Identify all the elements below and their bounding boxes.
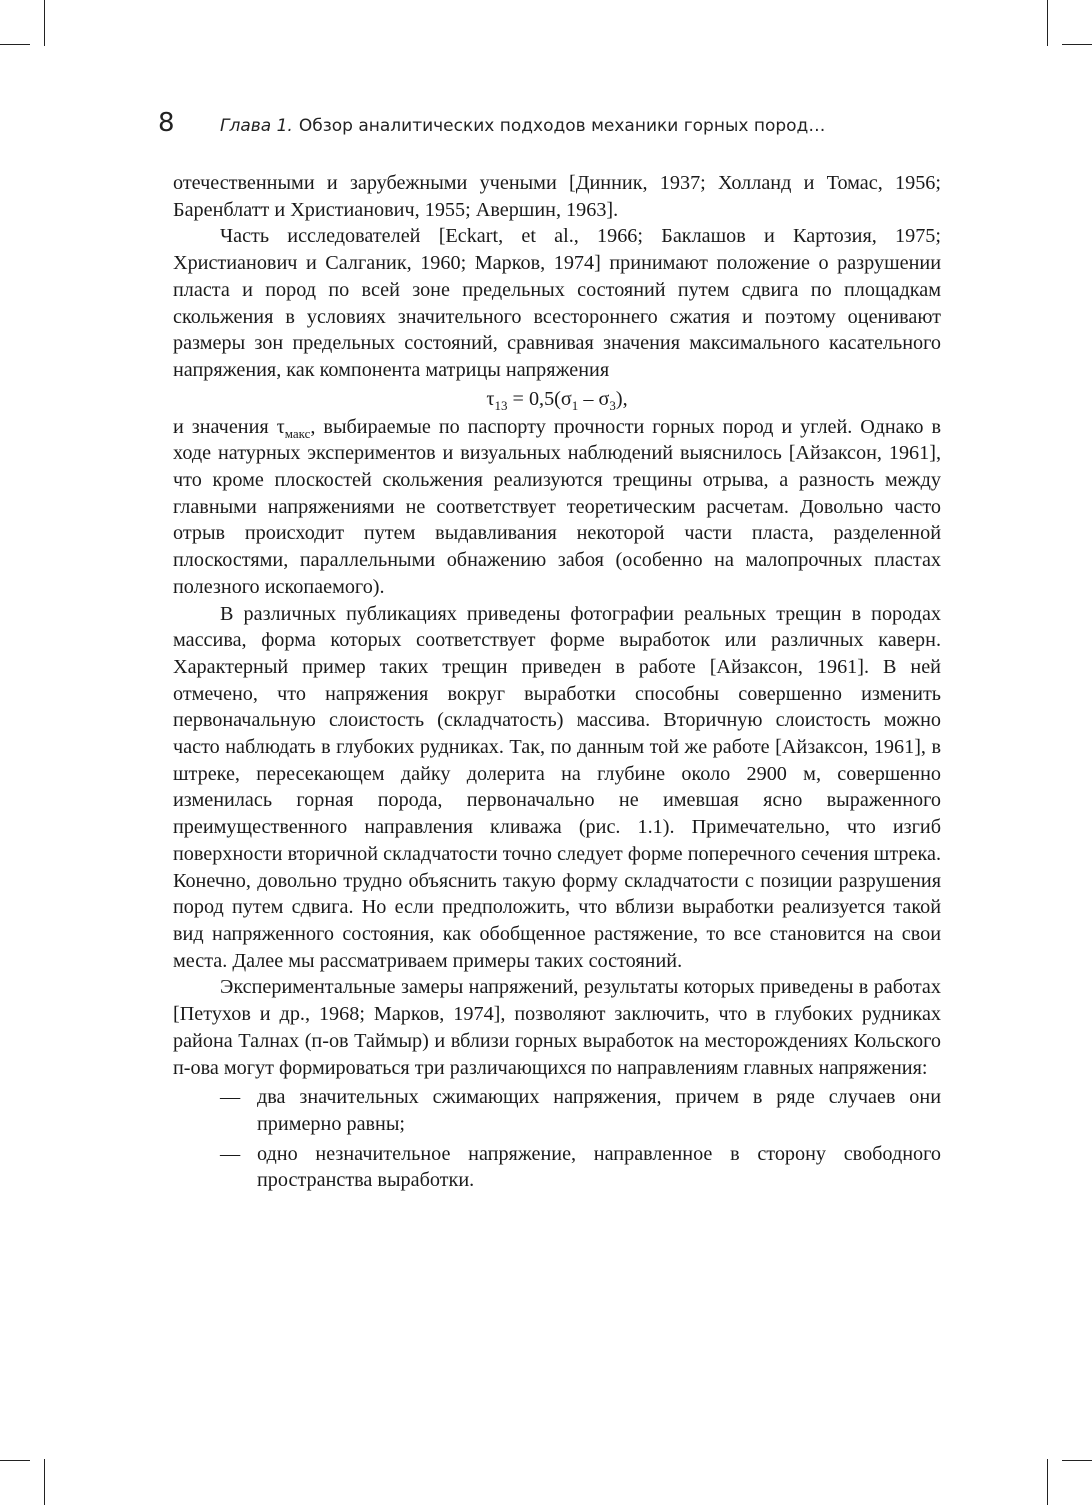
paragraph-measurements: Экспериментальные замеры напряжений, результаты которых приведены в работах [Петухов и др., 1968; Марков, 1974], позволяют заключить, что в глубоких рудниках района Талнах (п-ов Таймыр) и вблизи горных выработок на месторождениях Кольского п-ова могут формироваться три различающихся по направлениям главных напряжения: <box>173 976 941 1079</box>
crop-mark-top-right-horizontal <box>1062 44 1092 45</box>
crop-mark-bottom-left-horizontal <box>0 1460 30 1461</box>
list-item: — одно незначительное напряжение, направленное в сторону свободного пространства выработки. <box>220 1142 941 1192</box>
stress-list <box>173 1084 941 1194</box>
chapter-label: Глава 1. <box>220 116 293 136</box>
crop-mark-top-right-vertical <box>1047 0 1048 46</box>
paragraph-continuation: отечественными и зарубежными учеными [Динник, 1937; Холланд и Томас, 1956; Баренблатт и Христианович, 1955; Авершин, 1963]. <box>173 172 941 221</box>
page-number: 8 <box>158 108 175 138</box>
list-item: — два значительных сжимающих напряжения, причем в ряде случаев они примерно равны; <box>220 1086 941 1135</box>
crop-mark-top-left-horizontal <box>0 44 30 45</box>
page-body <box>173 170 941 1194</box>
paragraph-tau-max: и значения $\tau_{макс}$, выбираемые по паспорту прочности горных пород и углей. Однако в ходе натурных экспериментов и визуальных наблюдений выяснилось [Айзаксон, 1961], что кроме плоскостей скольжения реализуются трещины отрыва, а разность между главными напряжениями не соответствует теоретическим расчетам. Довольно часто отрыв происходит путем выдавливания некоторой части пласта, разделенной плоскостями, параллельными обнажению забоя (особенно на малопрочных пластах полезного ископаемого). <box>173 415 941 598</box>
formula-tau13: $\tau_{13} = 0,5(\sigma_1 - \sigma_3)$, <box>486 387 628 413</box>
crop-mark-top-left-vertical <box>44 0 45 46</box>
running-header <box>158 108 938 142</box>
crop-mark-bottom-right-vertical <box>1047 1459 1048 1505</box>
chapter-title: Обзор аналитических подходов механики горных пород… <box>298 116 826 136</box>
running-title <box>220 115 825 137</box>
list-dash: — <box>220 1086 241 1109</box>
crop-mark-bottom-right-horizontal <box>1062 1460 1092 1461</box>
paragraph-photographs: В различных публикациях приведены фотографии реальных трещин в породах массива, форма которых соответствует форме выработок или различных каверн. Характерный пример таких трещин приведен в работе [Айзаксон, 1961]. В ней отмечено, что напряжения вокруг выработки способны совершенно изменить первоначальную слоистость (складчатость) массива. Вторичную слоистость можно часто наблюдать в глубоких рудниках. Так, по данным той же работе [Айзаксон, 1961], в штреке, пересекающем дайку долерита на глубине около 2900 м, совершенно изменилась горная порода, первоначально не имевшая ясно выраженного преимущественного направления кливажа (рис. 1.1). Примечательно, что изгиб поверхности вторичной складчатости точно следует форме поперечного сечения штрека. Конечно, довольно трудно объяснить такую форму складчатости с позиции разрушения пород путем сдвига. Но если предположить, что вблизи выработки реализуется такой вид напряженного состояния, как обобщенное растяжение, то все становится на свои места. Далее мы рассматриваем примеры таких состояний. <box>173 602 941 972</box>
paragraph-researchers: Часть исследователей [Eckart, et al., 1966; Баклашов и Картозия, 1975; Христианович и Салганик, 1960; Марков, 1974] принимают положение о разрушении пласта и пород по всей зоне предельных состояний путем сдвига по площадкам скольжения в условиях значительного всестороннего сжатия и поэтому оценивают размеры зон предельных состояний, сравнивая значения максимального касательного напряжения, как компонента матрицы напряжения <box>173 225 941 381</box>
crop-mark-bottom-left-vertical <box>44 1459 45 1505</box>
list-dash: — <box>220 1142 241 1165</box>
